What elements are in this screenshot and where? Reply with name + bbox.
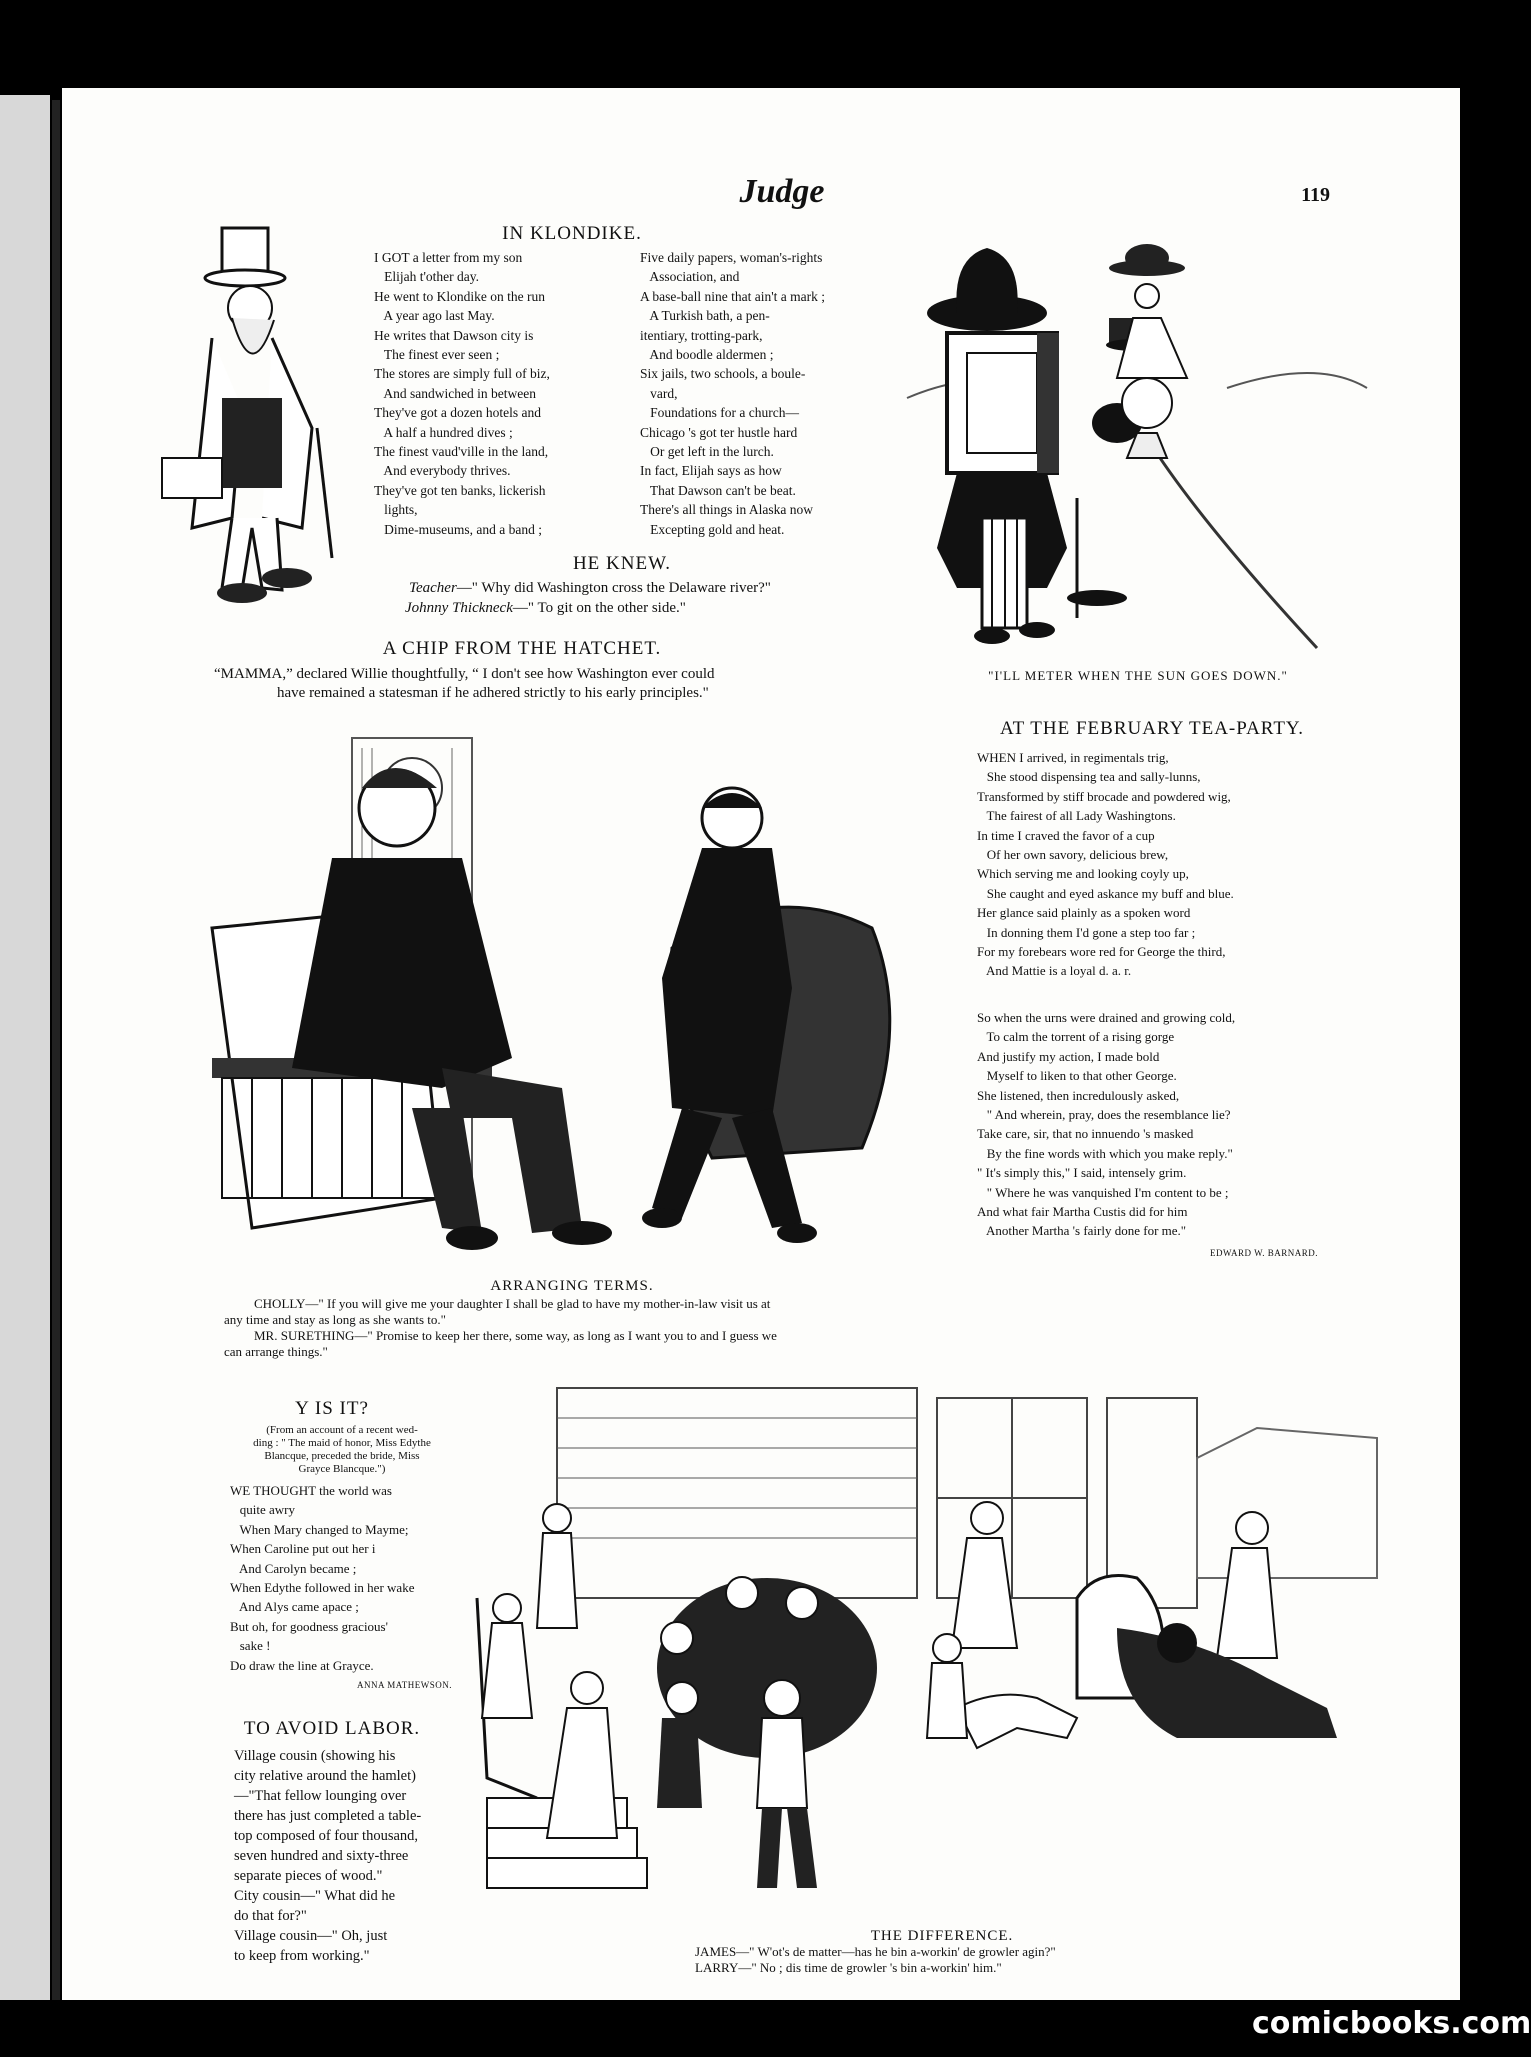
prose-line: to keep from working." xyxy=(234,1948,370,1964)
verse-line: Transformed by stiff brocade and powdered wig, xyxy=(977,788,1231,804)
verse-line: And everybody thrives. xyxy=(374,463,511,479)
verse-line: Do draw the line at Grayce. xyxy=(230,1657,374,1673)
arranging-terms-line-3: MR. SURETHING—" Promise to keep her there, some way, as long as I want you to and I guess we xyxy=(254,1328,777,1343)
verse-line: She stood dispensing tea and sally-lunns, xyxy=(977,769,1201,785)
verse-line: The fairest of all Lady Washingtons. xyxy=(977,808,1176,824)
verse-line: For my forebears wore red for George the third, xyxy=(977,944,1226,960)
verse-line: That Dawson can't be beat. xyxy=(640,482,796,498)
verse-line: " And wherein, pray, does the resemblance lie? xyxy=(977,1107,1231,1123)
avoid-labor-text xyxy=(234,1746,474,1966)
verse-line: Association, and xyxy=(640,269,740,285)
verse-line: In donning them I'd gone a step too far ; xyxy=(977,924,1196,940)
verse-line: When Caroline put out her i xyxy=(230,1541,376,1557)
klondike-column-2 xyxy=(640,248,880,539)
verse-line: Five daily papers, woman's-rights xyxy=(640,250,823,265)
binding-shadow xyxy=(52,100,60,2000)
verse-line: Dime-museums, and a band ; xyxy=(374,521,542,537)
johnny-speaker: Johnny Thickneck xyxy=(405,600,513,616)
verse-line: They've got a dozen hotels and xyxy=(374,405,542,421)
johnny-line: —" To git on the other side." xyxy=(512,600,686,616)
verse-line: To calm the torrent of a rising gorge xyxy=(977,1029,1175,1045)
verse-line: " Where he was vanquished I'm content to be ; xyxy=(977,1184,1229,1200)
prose-line: Village cousin—" Oh, just xyxy=(234,1928,388,1944)
prose-line: city relative around the hamlet) xyxy=(234,1768,416,1784)
meter-man-illustration xyxy=(897,218,1377,658)
y-is-it-title: Y IS IT? xyxy=(295,1398,369,1419)
difference-title: THE DIFFERENCE. xyxy=(870,1928,1014,1944)
verse-line: He went to Klondike on the run xyxy=(374,288,545,304)
verse-line: Chicago 's got ter hustle hard xyxy=(640,424,798,440)
street-scene-illustration xyxy=(477,1378,1407,1923)
klondike-title: IN KLONDIKE. xyxy=(502,223,642,244)
prose-line: top composed of four thousand, xyxy=(234,1828,419,1844)
verse-line: He writes that Dawson city is xyxy=(374,327,534,343)
verse-line: " It's simply this," I said, intensely grim. xyxy=(977,1165,1187,1181)
tea-party-stanza-1 xyxy=(977,748,1377,981)
verse-line: When Edythe followed in her wake xyxy=(230,1580,415,1596)
arranging-terms-line-1: CHOLLY—" If you will give me your daughter I shall be glad to have my mother-in-law visit us at xyxy=(254,1296,771,1311)
prose-line: do that for?" xyxy=(234,1908,307,1924)
verse-line: And Alys came apace ; xyxy=(230,1599,359,1615)
note-line: Grayce Blancque.") xyxy=(298,1463,386,1475)
verse-line: sake ! xyxy=(230,1638,271,1654)
meter-caption: "I'LL METER WHEN THE SUN GOES DOWN." xyxy=(988,668,1288,683)
verse-line: Or get left in the lurch. xyxy=(640,444,774,460)
note-line: (From an account of a recent wed- xyxy=(266,1424,418,1436)
verse-line: When Mary changed to Mayme; xyxy=(230,1521,409,1537)
binding-edge xyxy=(0,95,50,2000)
verse-line: Another Martha 's fairly done for me." xyxy=(977,1223,1187,1239)
tea-party-title: AT THE FEBRUARY TEA-PARTY. xyxy=(1000,718,1304,739)
y-is-it-verse xyxy=(230,1481,470,1675)
verse-line: The finest ever seen ; xyxy=(374,347,500,363)
verse-line: Foundations for a church— xyxy=(640,405,799,421)
verse-line: Take care, sir, that no innuendo 's masked xyxy=(977,1126,1194,1142)
verse-line: itentiary, trotting-park, xyxy=(640,327,763,343)
verse-line: And Carolyn became ; xyxy=(230,1560,357,1576)
verse-line: They've got ten banks, lickerish xyxy=(374,482,546,498)
prose-line: City cousin—" What did he xyxy=(234,1888,396,1904)
verse-line: Excepting gold and heat. xyxy=(640,521,785,537)
difference-line-2: LARRY—" No ; dis time de growler 's bin a-workin' him." xyxy=(695,1960,1002,1975)
verse-line: And Mattie is a loyal d. a. r. xyxy=(977,963,1132,979)
verse-line: And justify my action, I made bold xyxy=(977,1048,1160,1064)
verse-line: Myself to liken to that other George. xyxy=(977,1068,1177,1084)
verse-line: So when the urns were drained and growing cold, xyxy=(977,1010,1236,1025)
watermark: comicbooks.com xyxy=(1252,2006,1531,2041)
verse-line: In fact, Elijah says as how xyxy=(640,463,782,479)
verse-line: She listened, then incredulously asked, xyxy=(977,1087,1180,1103)
chip-title: A CHIP FROM THE HATCHET. xyxy=(382,638,662,659)
arranging-terms-illustration xyxy=(212,728,942,1268)
verse-line: A Turkish bath, a pen- xyxy=(640,308,770,324)
verse-line: Elijah t'other day. xyxy=(374,269,480,285)
prose-line: separate pieces of wood." xyxy=(234,1868,383,1884)
verse-line: A half a hundred dives ; xyxy=(374,424,513,440)
verse-line: There's all things in Alaska now xyxy=(640,502,814,518)
verse-line: And what fair Martha Custis did for him xyxy=(977,1204,1188,1220)
chip-line-1: “MAMMA,” declared Willie thoughtfully, “ I don't see how Washington ever could xyxy=(214,666,715,682)
magazine-page xyxy=(62,88,1460,2000)
teacher-line: —" Why did Washington cross the Delaware river?" xyxy=(456,580,771,596)
verse-line: vard, xyxy=(640,385,678,401)
note-line: ding : " The maid of honor, Miss Edythe xyxy=(253,1437,431,1449)
verse-line: And sandwiched in between xyxy=(374,385,536,401)
verse-line: Which serving me and looking coyly up, xyxy=(977,866,1189,882)
verse-line: But oh, for goodness gracious' xyxy=(230,1618,388,1634)
verse-line: In time I craved the favor of a cup xyxy=(977,827,1155,843)
tea-party-author: EDWARD W. BARNARD. xyxy=(1209,1248,1318,1258)
verse-line: The stores are simply full of biz, xyxy=(374,366,550,382)
old-man-illustration xyxy=(162,228,362,628)
verse-line: I GOT a letter from my son xyxy=(374,250,523,265)
verse-line: She caught and eyed askance my buff and blue. xyxy=(977,885,1234,901)
verse-line: A base-ball nine that ain't a mark ; xyxy=(640,288,825,304)
prose-line: there has just completed a table- xyxy=(234,1808,422,1824)
arranging-terms-line-4: can arrange things." xyxy=(224,1344,328,1359)
verse-line: lights, xyxy=(374,502,418,518)
page-number: 119 xyxy=(1301,184,1330,206)
y-is-it-note xyxy=(222,1424,462,1476)
arranging-terms-title: ARRANGING TERMS. xyxy=(490,1278,654,1294)
arranging-terms-line-2: any time and stay as long as she wants to." xyxy=(224,1312,446,1327)
masthead: Judge xyxy=(739,173,825,210)
avoid-labor-title: TO AVOID LABOR. xyxy=(243,1718,421,1739)
verse-line: By the fine words with which you make reply." xyxy=(977,1145,1233,1161)
verse-line: WE THOUGHT the world was xyxy=(230,1483,392,1498)
klondike-column-1 xyxy=(374,248,604,539)
he-knew-title: HE KNEW. xyxy=(572,553,672,574)
he-knew-line-1 xyxy=(409,580,929,597)
prose-line: seven hundred and sixty-three xyxy=(234,1848,409,1864)
tea-party-stanza-2 xyxy=(977,1008,1377,1241)
difference-line-1: JAMES—" W'ot's de matter—has he bin a-workin' de growler agin?" xyxy=(695,1944,1056,1959)
y-is-it-author: ANNA MATHEWSON. xyxy=(357,1680,452,1690)
verse-line: Of her own savory, delicious brew, xyxy=(977,847,1169,863)
verse-line: quite awry xyxy=(230,1502,295,1518)
verse-line: WHEN I arrived, in regimentals trig, xyxy=(977,750,1169,765)
verse-line: Six jails, two schools, a boule- xyxy=(640,366,806,382)
teacher-speaker: Teacher xyxy=(409,580,457,596)
prose-line: Village cousin (showing his xyxy=(234,1748,396,1764)
he-knew-line-2 xyxy=(405,600,925,617)
verse-line: A year ago last May. xyxy=(374,308,495,324)
prose-line: —"That fellow lounging over xyxy=(234,1788,407,1804)
verse-line: The finest vaud'ville in the land, xyxy=(374,444,549,460)
verse-line: Her glance said plainly as a spoken word xyxy=(977,905,1191,921)
chip-line-2: have remained a statesman if he adhered strictly to his early principles." xyxy=(277,685,709,701)
verse-line: And boodle aldermen ; xyxy=(640,347,774,363)
note-line: Blancque, preceded the bride, Miss xyxy=(264,1450,420,1462)
